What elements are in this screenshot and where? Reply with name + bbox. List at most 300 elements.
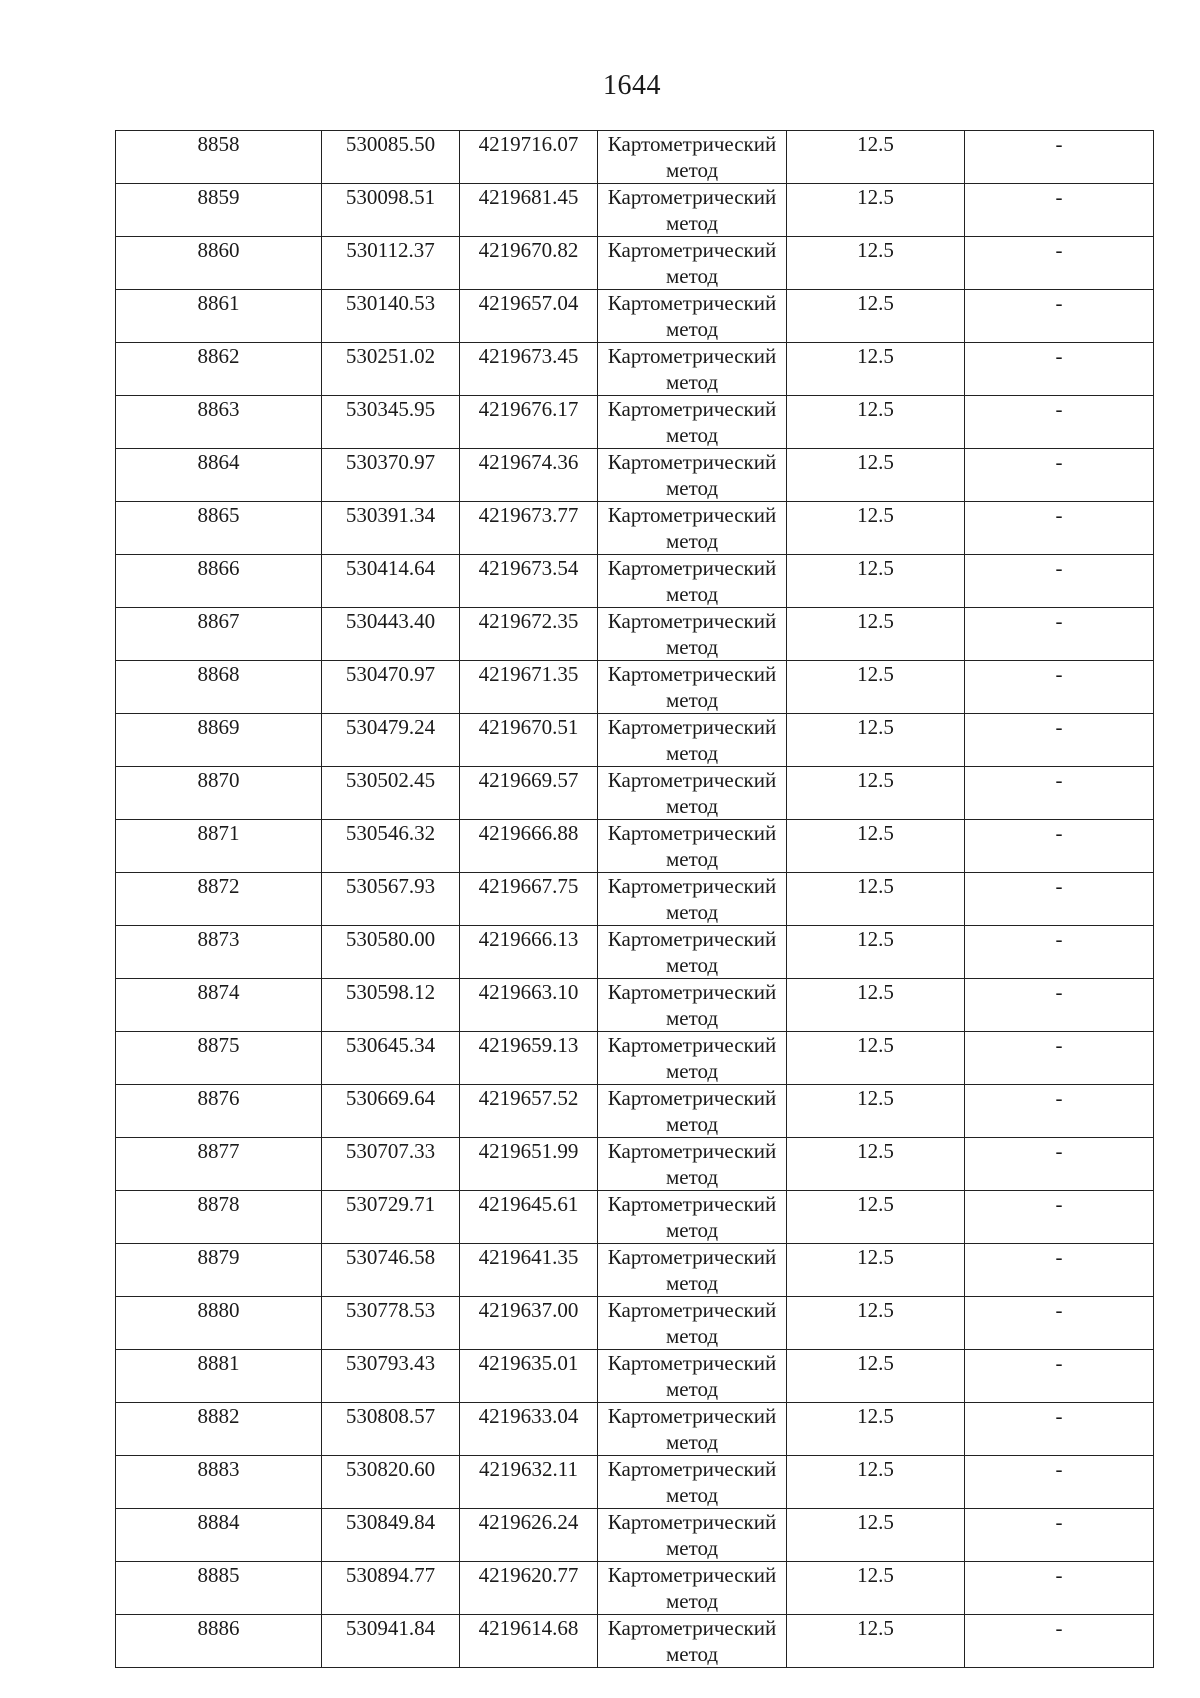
- point-number-text: 8863: [197, 397, 240, 421]
- point-number-text: 8870: [197, 768, 240, 792]
- y-coordinate-cell: [460, 1562, 598, 1615]
- x-coordinate-cell: [322, 1191, 460, 1244]
- x-coordinate-cell: [322, 1403, 460, 1456]
- method-text-continued: метод: [665, 422, 719, 447]
- y-coordinate-cell: [460, 608, 598, 661]
- table-row: [116, 1615, 1154, 1668]
- error-cell: [787, 820, 965, 873]
- error-text: 12.5: [857, 1139, 894, 1163]
- method-cell: [598, 131, 787, 184]
- y-coordinate-cell: [460, 184, 598, 237]
- x-coordinate-text: 530820.60: [345, 1457, 436, 1481]
- y-coordinate-text: 4219681.45: [478, 185, 579, 209]
- note-text: -: [1055, 1192, 1063, 1216]
- error-cell: [787, 131, 965, 184]
- y-coordinate-cell: [460, 449, 598, 502]
- table-row: [116, 873, 1154, 926]
- error-cell: [787, 1085, 965, 1138]
- method-cell: [598, 1403, 787, 1456]
- x-coordinate-cell: [322, 396, 460, 449]
- point-number-text: 8878: [197, 1192, 240, 1216]
- note-cell: [965, 1509, 1154, 1562]
- y-coordinate-text: 4219673.77: [478, 503, 579, 527]
- x-coordinate-cell: [322, 820, 460, 873]
- error-cell: [787, 343, 965, 396]
- method-cell: [598, 1297, 787, 1350]
- note-text: -: [1055, 874, 1063, 898]
- y-coordinate-text: 4219645.61: [478, 1192, 579, 1216]
- error-text: 12.5: [857, 609, 894, 633]
- table-row: [116, 396, 1154, 449]
- error-cell: [787, 1403, 965, 1456]
- point-number-text: 8884: [197, 1510, 240, 1534]
- method-text-continued: метод: [665, 634, 719, 659]
- point-number-text: 8868: [197, 662, 240, 686]
- point-number-text: 8881: [197, 1351, 240, 1375]
- y-coordinate-cell: [460, 661, 598, 714]
- error-cell: [787, 184, 965, 237]
- y-coordinate-text: 4219657.04: [478, 291, 579, 315]
- y-coordinate-text: 4219669.57: [478, 768, 579, 792]
- error-cell: [787, 237, 965, 290]
- note-cell: [965, 131, 1154, 184]
- method-text-continued: метод: [665, 1058, 719, 1083]
- note-text: -: [1055, 556, 1063, 580]
- point-number-text: 8875: [197, 1033, 240, 1057]
- y-coordinate-text: 4219641.35: [478, 1245, 579, 1269]
- table-row: [116, 184, 1154, 237]
- method-text-continued: метод: [665, 1376, 719, 1401]
- table-row: [116, 926, 1154, 979]
- point-number-cell: [116, 343, 322, 396]
- method-text: Картометрический: [607, 609, 777, 633]
- x-coordinate-cell: [322, 1509, 460, 1562]
- point-number-cell: [116, 608, 322, 661]
- point-number-cell: [116, 767, 322, 820]
- point-number-text: 8879: [197, 1245, 240, 1269]
- note-cell: [965, 1138, 1154, 1191]
- method-text-continued: метод: [665, 1535, 719, 1560]
- method-cell: [598, 979, 787, 1032]
- method-text: Картометрический: [607, 1457, 777, 1481]
- note-cell: [965, 290, 1154, 343]
- note-cell: [965, 502, 1154, 555]
- y-coordinate-cell: [460, 290, 598, 343]
- error-text: 12.5: [857, 821, 894, 845]
- point-number-text: 8869: [197, 715, 240, 739]
- method-cell: [598, 608, 787, 661]
- point-number-cell: [116, 661, 322, 714]
- note-cell: [965, 343, 1154, 396]
- method-cell: [598, 1244, 787, 1297]
- x-coordinate-cell: [322, 608, 460, 661]
- error-text: 12.5: [857, 1351, 894, 1375]
- error-cell: [787, 1191, 965, 1244]
- note-text: -: [1055, 344, 1063, 368]
- method-text: Картометрический: [607, 1616, 777, 1640]
- x-coordinate-text: 530746.58: [345, 1245, 436, 1269]
- method-text: Картометрический: [607, 821, 777, 845]
- error-cell: [787, 979, 965, 1032]
- error-cell: [787, 608, 965, 661]
- point-number-cell: [116, 1032, 322, 1085]
- method-text: Картометрический: [607, 927, 777, 951]
- method-text: Картометрический: [607, 1351, 777, 1375]
- x-coordinate-text: 530391.34: [345, 503, 436, 527]
- note-cell: [965, 661, 1154, 714]
- y-coordinate-text: 4219626.24: [478, 1510, 579, 1534]
- table-row: [116, 979, 1154, 1032]
- error-cell: [787, 396, 965, 449]
- method-text: Картометрический: [607, 1139, 777, 1163]
- error-cell: [787, 926, 965, 979]
- point-number-text: 8865: [197, 503, 240, 527]
- x-coordinate-cell: [322, 131, 460, 184]
- x-coordinate-cell: [322, 1615, 460, 1668]
- method-cell: [598, 555, 787, 608]
- point-number-text: 8872: [197, 874, 240, 898]
- error-cell: [787, 1350, 965, 1403]
- method-text-continued: метод: [665, 316, 719, 341]
- y-coordinate-text: 4219670.82: [478, 238, 579, 262]
- y-coordinate-cell: [460, 396, 598, 449]
- method-text: Картометрический: [607, 1510, 777, 1534]
- error-text: 12.5: [857, 1298, 894, 1322]
- point-number-text: 8883: [197, 1457, 240, 1481]
- x-coordinate-cell: [322, 714, 460, 767]
- table-row: [116, 131, 1154, 184]
- note-cell: [965, 1403, 1154, 1456]
- method-text-continued: метод: [665, 1429, 719, 1454]
- x-coordinate-text: 530778.53: [345, 1298, 436, 1322]
- point-number-cell: [116, 1191, 322, 1244]
- note-text: -: [1055, 1404, 1063, 1428]
- y-coordinate-cell: [460, 1615, 598, 1668]
- y-coordinate-text: 4219620.77: [478, 1563, 579, 1587]
- y-coordinate-text: 4219632.11: [479, 1457, 578, 1481]
- method-text-continued: метод: [665, 263, 719, 288]
- note-cell: [965, 555, 1154, 608]
- coordinates-table: [115, 130, 1154, 1668]
- y-coordinate-cell: [460, 820, 598, 873]
- method-cell: [598, 714, 787, 767]
- error-text: 12.5: [857, 450, 894, 474]
- table-row: [116, 343, 1154, 396]
- point-number-cell: [116, 1085, 322, 1138]
- x-coordinate-text: 530470.97: [345, 662, 436, 686]
- note-text: -: [1055, 1563, 1063, 1587]
- note-cell: [965, 1032, 1154, 1085]
- note-text: -: [1055, 609, 1063, 633]
- method-text: Картометрический: [607, 132, 777, 156]
- method-text-continued: метод: [665, 475, 719, 500]
- x-coordinate-cell: [322, 1350, 460, 1403]
- x-coordinate-text: 530443.40: [345, 609, 436, 633]
- y-coordinate-cell: [460, 343, 598, 396]
- note-text: -: [1055, 1510, 1063, 1534]
- x-coordinate-cell: [322, 290, 460, 343]
- error-cell: [787, 767, 965, 820]
- point-number-cell: [116, 131, 322, 184]
- table-row: [116, 714, 1154, 767]
- x-coordinate-text: 530546.32: [345, 821, 436, 845]
- error-cell: [787, 1032, 965, 1085]
- note-cell: [965, 873, 1154, 926]
- table-row: [116, 1297, 1154, 1350]
- error-text: 12.5: [857, 185, 894, 209]
- note-cell: [965, 1297, 1154, 1350]
- x-coordinate-cell: [322, 767, 460, 820]
- method-cell: [598, 767, 787, 820]
- note-text: -: [1055, 821, 1063, 845]
- y-coordinate-cell: [460, 714, 598, 767]
- point-number-text: 8861: [197, 291, 240, 315]
- method-text: Картометрический: [607, 1033, 777, 1057]
- error-text: 12.5: [857, 1563, 894, 1587]
- point-number-cell: [116, 1562, 322, 1615]
- point-number-cell: [116, 1509, 322, 1562]
- x-coordinate-text: 530894.77: [345, 1563, 436, 1587]
- point-number-cell: [116, 1403, 322, 1456]
- table-row: [116, 1244, 1154, 1297]
- method-text-continued: метод: [665, 1217, 719, 1242]
- error-text: 12.5: [857, 344, 894, 368]
- y-coordinate-text: 4219659.13: [478, 1033, 579, 1057]
- table-row: [116, 1085, 1154, 1138]
- x-coordinate-cell: [322, 1032, 460, 1085]
- table-row: [116, 1562, 1154, 1615]
- note-cell: [965, 767, 1154, 820]
- note-cell: [965, 820, 1154, 873]
- error-text: 12.5: [857, 768, 894, 792]
- point-number-cell: [116, 1244, 322, 1297]
- table-row: [116, 237, 1154, 290]
- method-text-continued: метод: [665, 793, 719, 818]
- method-text-continued: метод: [665, 846, 719, 871]
- method-cell: [598, 396, 787, 449]
- table-row: [116, 1032, 1154, 1085]
- y-coordinate-text: 4219666.13: [478, 927, 579, 951]
- note-text: -: [1055, 980, 1063, 1004]
- method-cell: [598, 926, 787, 979]
- note-text: -: [1055, 1139, 1063, 1163]
- point-number-cell: [116, 714, 322, 767]
- y-coordinate-cell: [460, 1456, 598, 1509]
- x-coordinate-text: 530098.51: [345, 185, 436, 209]
- note-text: -: [1055, 768, 1063, 792]
- point-number-cell: [116, 555, 322, 608]
- method-text-continued: метод: [665, 369, 719, 394]
- y-coordinate-text: 4219666.88: [478, 821, 579, 845]
- y-coordinate-text: 4219614.68: [478, 1616, 579, 1640]
- y-coordinate-cell: [460, 1350, 598, 1403]
- error-text: 12.5: [857, 927, 894, 951]
- point-number-text: 8858: [197, 132, 240, 156]
- page-number: 1644: [603, 70, 661, 101]
- note-text: -: [1055, 450, 1063, 474]
- y-coordinate-cell: [460, 1191, 598, 1244]
- x-coordinate-text: 530370.97: [345, 450, 436, 474]
- x-coordinate-cell: [322, 555, 460, 608]
- error-text: 12.5: [857, 503, 894, 527]
- y-coordinate-cell: [460, 1297, 598, 1350]
- x-coordinate-cell: [322, 1562, 460, 1615]
- y-coordinate-text: 4219673.45: [478, 344, 579, 368]
- note-text: -: [1055, 291, 1063, 315]
- method-cell: [598, 1138, 787, 1191]
- note-text: -: [1055, 715, 1063, 739]
- method-text-continued: метод: [665, 687, 719, 712]
- note-cell: [965, 926, 1154, 979]
- point-number-cell: [116, 1615, 322, 1668]
- x-coordinate-text: 530808.57: [345, 1404, 436, 1428]
- table-row: [116, 608, 1154, 661]
- method-cell: [598, 1085, 787, 1138]
- method-text: Картометрический: [607, 450, 777, 474]
- method-text-continued: метод: [665, 952, 719, 977]
- method-text: Картометрический: [607, 1192, 777, 1216]
- x-coordinate-text: 530251.02: [345, 344, 436, 368]
- method-text: Картометрический: [607, 397, 777, 421]
- method-text-continued: метод: [665, 899, 719, 924]
- point-number-text: 8882: [197, 1404, 240, 1428]
- method-cell: [598, 873, 787, 926]
- error-cell: [787, 290, 965, 343]
- method-cell: [598, 449, 787, 502]
- y-coordinate-cell: [460, 502, 598, 555]
- y-coordinate-text: 4219716.07: [478, 132, 579, 156]
- error-cell: [787, 1456, 965, 1509]
- note-cell: [965, 237, 1154, 290]
- y-coordinate-cell: [460, 555, 598, 608]
- x-coordinate-cell: [322, 1085, 460, 1138]
- note-cell: [965, 714, 1154, 767]
- y-coordinate-text: 4219651.99: [478, 1139, 579, 1163]
- error-text: 12.5: [857, 715, 894, 739]
- y-coordinate-text: 4219673.54: [478, 556, 579, 580]
- x-coordinate-text: 530140.53: [345, 291, 436, 315]
- table-row: [116, 1509, 1154, 1562]
- note-cell: [965, 979, 1154, 1032]
- table-row: [116, 767, 1154, 820]
- note-text: -: [1055, 662, 1063, 686]
- method-text: Картометрический: [607, 238, 777, 262]
- method-text: Картометрический: [607, 291, 777, 315]
- error-text: 12.5: [857, 1510, 894, 1534]
- error-cell: [787, 1297, 965, 1350]
- note-cell: [965, 1615, 1154, 1668]
- error-text: 12.5: [857, 1404, 894, 1428]
- x-coordinate-text: 530707.33: [345, 1139, 436, 1163]
- point-number-cell: [116, 184, 322, 237]
- method-text: Картометрический: [607, 556, 777, 580]
- y-coordinate-text: 4219670.51: [478, 715, 579, 739]
- x-coordinate-text: 530941.84: [345, 1616, 436, 1640]
- point-number-cell: [116, 396, 322, 449]
- method-text: Картометрический: [607, 1298, 777, 1322]
- error-text: 12.5: [857, 1033, 894, 1057]
- x-coordinate-text: 530567.93: [345, 874, 436, 898]
- table-body: [116, 131, 1154, 1668]
- x-coordinate-cell: [322, 661, 460, 714]
- point-number-text: 8874: [197, 980, 240, 1004]
- table-row: [116, 1191, 1154, 1244]
- method-text: Картометрический: [607, 768, 777, 792]
- method-text: Картометрический: [607, 662, 777, 686]
- error-cell: [787, 449, 965, 502]
- point-number-text: 8862: [197, 344, 240, 368]
- error-cell: [787, 661, 965, 714]
- method-cell: [598, 1456, 787, 1509]
- note-text: -: [1055, 1616, 1063, 1640]
- note-text: -: [1055, 132, 1063, 156]
- error-text: 12.5: [857, 1245, 894, 1269]
- note-cell: [965, 184, 1154, 237]
- y-coordinate-text: 4219671.35: [478, 662, 579, 686]
- point-number-text: 8867: [197, 609, 240, 633]
- point-number-cell: [116, 979, 322, 1032]
- method-text-continued: метод: [665, 1164, 719, 1189]
- method-text-continued: метод: [665, 1005, 719, 1030]
- point-number-text: 8886: [197, 1616, 240, 1640]
- error-text: 12.5: [857, 1616, 894, 1640]
- y-coordinate-text: 4219674.36: [478, 450, 579, 474]
- y-coordinate-cell: [460, 1509, 598, 1562]
- point-number-cell: [116, 926, 322, 979]
- note-text: -: [1055, 238, 1063, 262]
- method-text-continued: метод: [665, 740, 719, 765]
- note-cell: [965, 1191, 1154, 1244]
- x-coordinate-text: 530112.37: [346, 238, 435, 262]
- table-row: [116, 502, 1154, 555]
- method-text-continued: метод: [665, 1270, 719, 1295]
- error-text: 12.5: [857, 556, 894, 580]
- error-cell: [787, 502, 965, 555]
- x-coordinate-cell: [322, 873, 460, 926]
- x-coordinate-text: 530479.24: [345, 715, 436, 739]
- x-coordinate-text: 530345.95: [345, 397, 436, 421]
- table-row: [116, 820, 1154, 873]
- x-coordinate-text: 530598.12: [345, 980, 436, 1004]
- note-text: -: [1055, 927, 1063, 951]
- y-coordinate-cell: [460, 873, 598, 926]
- y-coordinate-cell: [460, 1032, 598, 1085]
- method-text: Картометрический: [607, 344, 777, 368]
- point-number-text: 8885: [197, 1563, 240, 1587]
- method-cell: [598, 184, 787, 237]
- method-text-continued: метод: [665, 1641, 719, 1666]
- method-text-continued: метод: [665, 1482, 719, 1507]
- method-text-continued: метод: [665, 157, 719, 182]
- note-cell: [965, 396, 1154, 449]
- table-row: [116, 449, 1154, 502]
- method-text: Картометрический: [607, 980, 777, 1004]
- note-cell: [965, 1562, 1154, 1615]
- method-cell: [598, 1562, 787, 1615]
- error-text: 12.5: [857, 874, 894, 898]
- y-coordinate-cell: [460, 926, 598, 979]
- y-coordinate-text: 4219667.75: [478, 874, 579, 898]
- table-row: [116, 555, 1154, 608]
- error-cell: [787, 714, 965, 767]
- method-text: Картометрический: [607, 1245, 777, 1269]
- method-cell: [598, 1615, 787, 1668]
- error-cell: [787, 1562, 965, 1615]
- x-coordinate-text: 530580.00: [345, 927, 436, 951]
- table-row: [116, 1403, 1154, 1456]
- error-text: 12.5: [857, 980, 894, 1004]
- x-coordinate-text: 530849.84: [345, 1510, 436, 1534]
